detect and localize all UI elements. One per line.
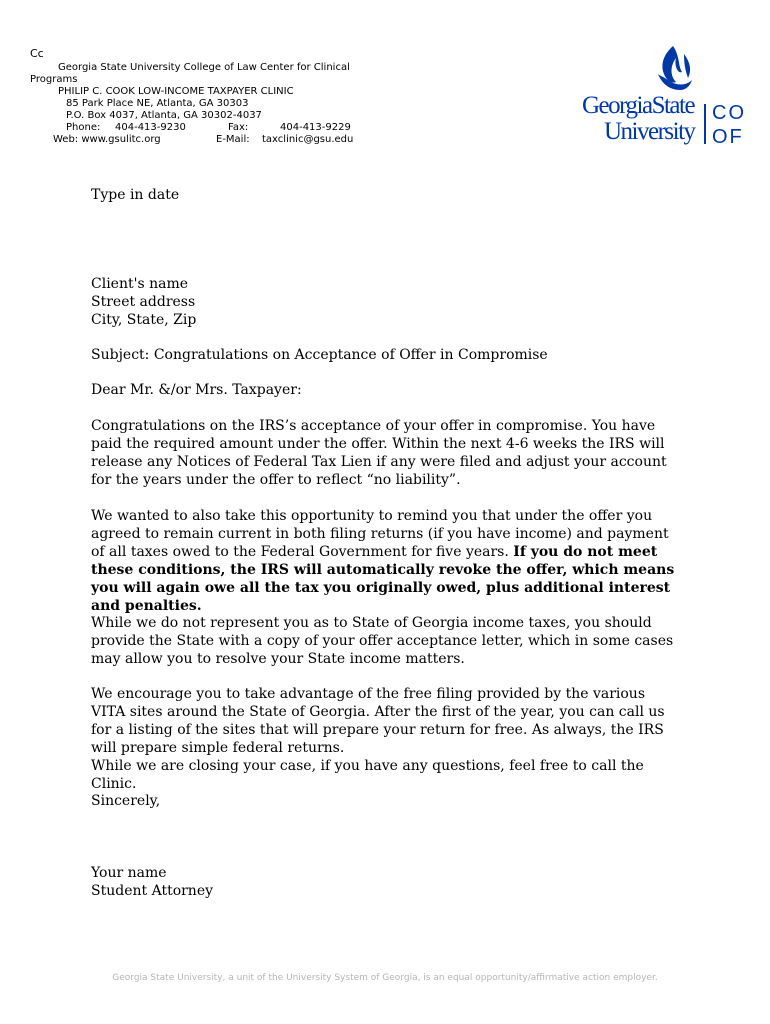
signer-title: Student Attorney xyxy=(91,883,214,899)
paragraph-acceptance: Congratulations on the IRS’s acceptance of your offer in compromise. You have paid the required amount under the offer. Within the next 4-6 weeks the IRS will release any Notices of Federal Tax Lien if any were filed and adjust your account for the years under the offer to reflect “no liability”. xyxy=(91,418,667,488)
recipient-city: City, State, Zip xyxy=(91,312,197,328)
letterhead-org-line-cont: Programs xyxy=(30,74,78,85)
conditions-text: We wanted to also take this opportunity to remind you that under the offer you agreed to remain current in both filing returns (if you have income) and payment of all taxes owed to the Federal Government for five years. xyxy=(91,508,669,560)
letter-closing: Sincerely, xyxy=(91,793,161,809)
flame-icon xyxy=(650,44,696,94)
logo-divider xyxy=(704,104,706,144)
letter-subject: Subject: Congratulations on Acceptance of Offer in Compromise xyxy=(91,347,548,363)
web-link[interactable]: Web: www.gsulitc.org xyxy=(53,134,161,145)
phone-label: Phone: xyxy=(66,122,101,133)
letterhead-po-box: P.O. Box 4037, Atlanta, GA 30302-4037 xyxy=(66,110,262,121)
signature-block xyxy=(91,864,681,900)
fax-number: 404-413-9229 xyxy=(280,122,351,133)
signer-name: Your name xyxy=(91,865,167,881)
recipient-street: Street address xyxy=(91,294,196,310)
paragraph-vita: We encourage you to take advantage of the free filing provided by the various VITA sites around the State of Georgia. After the first of the year, you can call us for a listing of the sites that will prepare your return for free. As always, the IRS will prepare simple federal returns. xyxy=(91,686,665,756)
letter-salutation: Dear Mr. &/or Mrs. Taxpayer: xyxy=(91,382,302,398)
phone-number: 404-413-9230 xyxy=(115,122,186,133)
fax-label: Fax: xyxy=(228,122,249,133)
letter-date: Type in date xyxy=(91,187,180,203)
cc-label: Cc xyxy=(30,47,44,60)
paragraph-conditions xyxy=(91,507,681,615)
letterhead-clinic-name: PHILIP C. COOK LOW-INCOME TAXPAYER CLINIC xyxy=(58,86,294,97)
conditions-warning: If you do not meet these conditions, the IRS will automatically revoke the offer, which means you will again owe all the tax you originally owed, plus additional interest and penalties. xyxy=(91,544,675,614)
paragraph-closing-case: While we are closing your case, if you have any questions, feel free to call the Clinic. xyxy=(91,758,644,792)
letterhead xyxy=(0,0,770,160)
paragraph-state-taxes: While we do not represent you as to State of Georgia income taxes, you should provide the State with a copy of your offer acceptance letter, which in some cases may allow you to resolve your State income matters. xyxy=(91,615,674,667)
letterhead-phone-fax xyxy=(66,122,351,134)
footer-eeo-statement: Georgia State University, a unit of the University System of Georgia, is an equal opportunity/affirmative action employer. xyxy=(112,973,658,983)
letterhead-org-line: Georgia State University College of Law Center for Clinical xyxy=(58,62,350,73)
letterhead-street-address: 85 Park Place NE, Atlanta, GA 30303 xyxy=(66,98,249,109)
recipient-name: Client's name xyxy=(91,276,189,292)
logo-georgia-state: GeorgiaState xyxy=(582,92,695,119)
logo-university: University xyxy=(604,118,695,145)
gsu-logo xyxy=(580,44,770,159)
logo-side-top: CO xyxy=(712,102,746,124)
logo-side-bottom: OF xyxy=(712,126,744,148)
recipient-block xyxy=(91,275,681,329)
email-label: E-Mail: xyxy=(216,134,250,145)
email-link[interactable]: taxclinic@gsu.edu xyxy=(262,134,354,145)
letterhead-web-email xyxy=(53,134,354,146)
